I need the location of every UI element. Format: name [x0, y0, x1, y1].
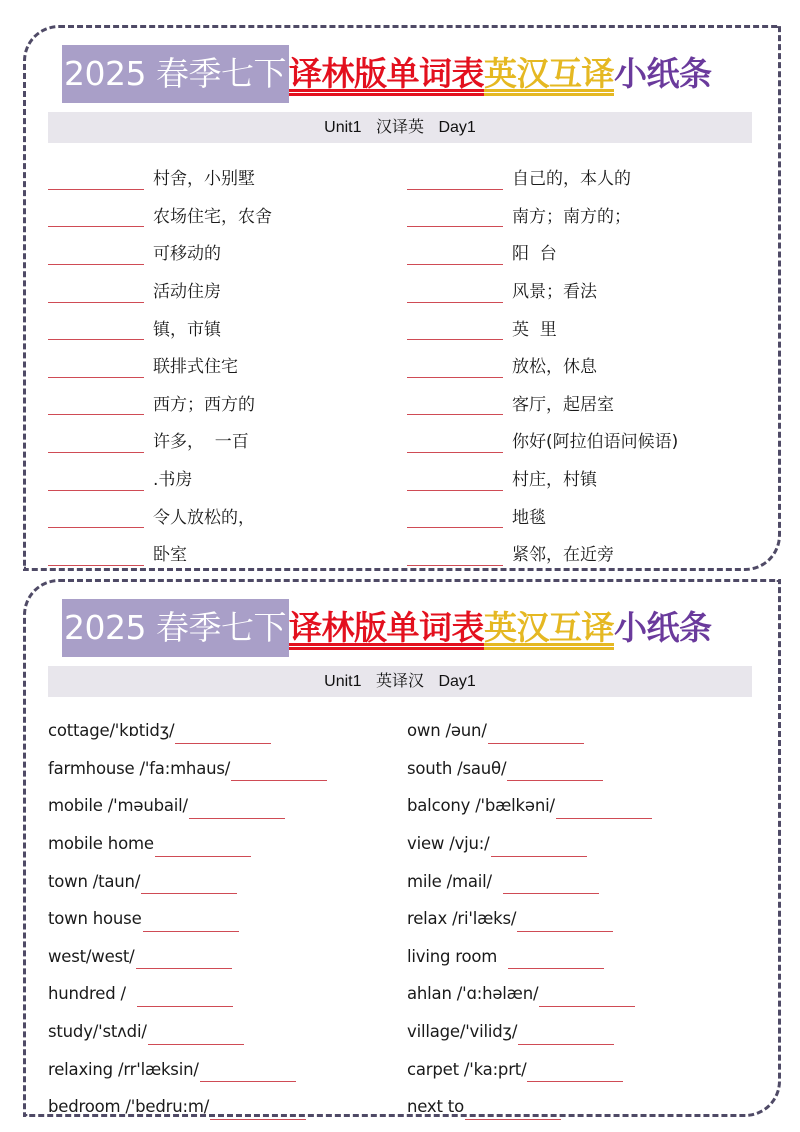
answer-blank[interactable] [539, 987, 635, 1007]
list-item [48, 1050, 407, 1088]
subtitle-day: Day1 [438, 673, 476, 690]
chinese-meaning: 联排式住宅 [153, 357, 238, 378]
worksheet-card-en-to-cn [23, 579, 781, 1117]
answer-blank[interactable] [48, 358, 144, 378]
list-item [48, 975, 407, 1013]
section-subtitle [48, 112, 752, 143]
answer-blank[interactable] [407, 395, 503, 415]
answer-blank[interactable] [518, 1025, 614, 1045]
list-item [48, 900, 407, 938]
answer-blank[interactable] [407, 358, 503, 378]
title-mode: 英汉互译 [483, 608, 614, 647]
list-item [407, 787, 752, 825]
subtitle-unit: Unit1 [324, 673, 362, 690]
answer-blank[interactable] [407, 245, 503, 265]
answer-blank[interactable] [407, 471, 503, 491]
list-item [407, 534, 752, 572]
answer-blank[interactable] [503, 874, 599, 894]
chinese-meaning: 令人放松的， [153, 507, 255, 528]
answer-blank[interactable] [210, 1100, 306, 1120]
answer-blank[interactable] [48, 433, 144, 453]
answer-blank[interactable] [507, 761, 603, 781]
answer-blank[interactable] [48, 395, 144, 415]
list-item [407, 271, 752, 309]
chinese-meaning: 农场住宅，农舍 [153, 206, 272, 227]
answer-blank[interactable] [48, 320, 144, 340]
answer-blank[interactable] [155, 837, 251, 857]
list-item [407, 1013, 752, 1051]
card-title [62, 599, 711, 657]
english-word: farmhouse /'fa:mhaus/ [48, 758, 231, 778]
list-item [407, 938, 752, 976]
english-word: living room [407, 946, 508, 966]
title-textbook: 译林版单词表 [288, 608, 484, 647]
list-item [48, 750, 407, 788]
chinese-meaning: 风景；看法 [512, 282, 597, 303]
english-word: village/'vilidʒ/ [407, 1022, 518, 1042]
list-item [407, 233, 752, 271]
chinese-meaning: 镇，市镇 [153, 319, 221, 340]
card-title [62, 45, 711, 103]
english-word: town /taun/ [48, 871, 141, 891]
list-item [407, 308, 752, 346]
english-word: mobile /'məubail/ [48, 796, 188, 816]
left-column [48, 158, 407, 572]
chinese-meaning: 地毯 [512, 507, 546, 528]
chinese-meaning: 紧邻，在近旁 [512, 545, 614, 566]
list-item [407, 346, 752, 384]
title-slip: 小纸条 [613, 54, 712, 93]
word-columns [48, 712, 752, 1126]
answer-blank[interactable] [175, 724, 271, 744]
title-textbook: 译林版单词表 [288, 54, 484, 93]
list-item [407, 825, 752, 863]
chinese-meaning: .书房 [153, 470, 193, 491]
answer-blank[interactable] [407, 207, 503, 227]
right-column [407, 712, 752, 1126]
answer-blank[interactable] [407, 546, 503, 566]
chinese-meaning: 你好(阿拉伯语问候语) [512, 432, 679, 453]
answer-blank[interactable] [143, 912, 239, 932]
list-item [407, 900, 752, 938]
subtitle-mode: 汉译英 [375, 119, 424, 136]
english-word: relaxing /rr'læksin/ [48, 1059, 199, 1079]
english-word: carpet /'ka:prt/ [407, 1059, 527, 1079]
english-word: west/west/ [48, 946, 135, 966]
answer-blank[interactable] [48, 207, 144, 227]
chinese-meaning: 卧室 [153, 545, 187, 566]
english-word: mobile home [48, 834, 154, 854]
answer-blank[interactable] [517, 912, 613, 932]
right-column [407, 158, 752, 572]
english-word: cottage/'kɒtidʒ/ [48, 721, 175, 741]
list-item [48, 862, 407, 900]
subtitle-unit: Unit1 [324, 119, 362, 136]
answer-blank[interactable] [136, 949, 232, 969]
english-word: bedroom /'bedru:m/ [48, 1097, 210, 1117]
list-item [48, 825, 407, 863]
english-word: town house [48, 909, 142, 929]
english-word: relax /ri'læks/ [407, 909, 517, 929]
english-word: own /əun/ [407, 721, 487, 741]
list-item [48, 421, 407, 459]
list-item [407, 1088, 752, 1126]
subtitle-mode: 英译汉 [375, 673, 424, 690]
english-word: south /sauθ/ [407, 758, 507, 778]
answer-blank[interactable] [465, 1100, 561, 1120]
chinese-meaning: 英 里 [512, 319, 557, 340]
english-word: mile /mail/ [407, 871, 502, 891]
english-word: ahlan /'ɑ:həlæn/ [407, 984, 539, 1004]
answer-blank[interactable] [231, 761, 327, 781]
chinese-meaning: 南方；南方的； [512, 206, 631, 227]
chinese-meaning: 村舍，小别墅 [153, 169, 255, 190]
answer-blank[interactable] [407, 320, 503, 340]
title-year-term: 2025 春季七下 [62, 45, 289, 103]
list-item [407, 750, 752, 788]
answer-blank[interactable] [141, 874, 237, 894]
list-item [407, 158, 752, 196]
english-word: balcony /'bælkəni/ [407, 796, 555, 816]
list-item [48, 1088, 407, 1126]
answer-blank[interactable] [488, 724, 584, 744]
list-item [48, 271, 407, 309]
list-item [48, 787, 407, 825]
answer-blank[interactable] [189, 799, 285, 819]
english-word: next to [407, 1097, 464, 1117]
answer-blank[interactable] [491, 837, 587, 857]
answer-blank[interactable] [48, 283, 144, 303]
answer-blank[interactable] [48, 245, 144, 265]
word-columns [48, 158, 752, 572]
list-item [48, 308, 407, 346]
answer-blank[interactable] [508, 949, 604, 969]
list-item [48, 346, 407, 384]
list-item [407, 496, 752, 534]
worksheet-card-cn-to-en [23, 25, 781, 571]
list-item [407, 975, 752, 1013]
list-item [407, 459, 752, 497]
answer-blank[interactable] [407, 283, 503, 303]
list-item [407, 1050, 752, 1088]
list-item [407, 712, 752, 750]
answer-blank[interactable] [48, 170, 144, 190]
answer-blank[interactable] [148, 1025, 244, 1045]
list-item [407, 421, 752, 459]
answer-blank[interactable] [137, 987, 233, 1007]
answer-blank[interactable] [200, 1062, 296, 1082]
list-item [48, 712, 407, 750]
left-column [48, 712, 407, 1126]
chinese-meaning: 活动住房 [153, 282, 221, 303]
answer-blank[interactable] [48, 508, 144, 528]
chinese-meaning: 客厅，起居室 [512, 394, 614, 415]
chinese-meaning: 阳 台 [512, 244, 557, 265]
answer-blank[interactable] [556, 799, 652, 819]
list-item [407, 196, 752, 234]
chinese-meaning: 许多， 一百 [153, 432, 249, 453]
english-word: view /vju:/ [407, 834, 490, 854]
list-item [48, 1013, 407, 1051]
chinese-meaning: 西方；西方的 [153, 394, 255, 415]
list-item [48, 459, 407, 497]
answer-blank[interactable] [48, 471, 144, 491]
english-word: study/'stʌdi/ [48, 1022, 147, 1042]
list-item [407, 384, 752, 422]
english-word: hundred / [48, 984, 136, 1004]
title-year-term: 2025 春季七下 [62, 599, 289, 657]
answer-blank[interactable] [527, 1062, 623, 1082]
list-item [48, 384, 407, 422]
chinese-meaning: 自己的，本人的 [512, 169, 631, 190]
title-mode: 英汉互译 [483, 54, 614, 93]
section-subtitle [48, 666, 752, 697]
chinese-meaning: 放松，休息 [512, 357, 597, 378]
answer-blank[interactable] [407, 508, 503, 528]
list-item [48, 233, 407, 271]
subtitle-day: Day1 [438, 119, 476, 136]
list-item [48, 938, 407, 976]
list-item [48, 496, 407, 534]
answer-blank[interactable] [407, 433, 503, 453]
chinese-meaning: 村庄，村镇 [512, 470, 597, 491]
list-item [48, 534, 407, 572]
list-item [48, 196, 407, 234]
chinese-meaning: 可移动的 [153, 244, 221, 265]
title-slip: 小纸条 [613, 608, 712, 647]
list-item [48, 158, 407, 196]
list-item [407, 862, 752, 900]
answer-blank[interactable] [48, 546, 144, 566]
answer-blank[interactable] [407, 170, 503, 190]
